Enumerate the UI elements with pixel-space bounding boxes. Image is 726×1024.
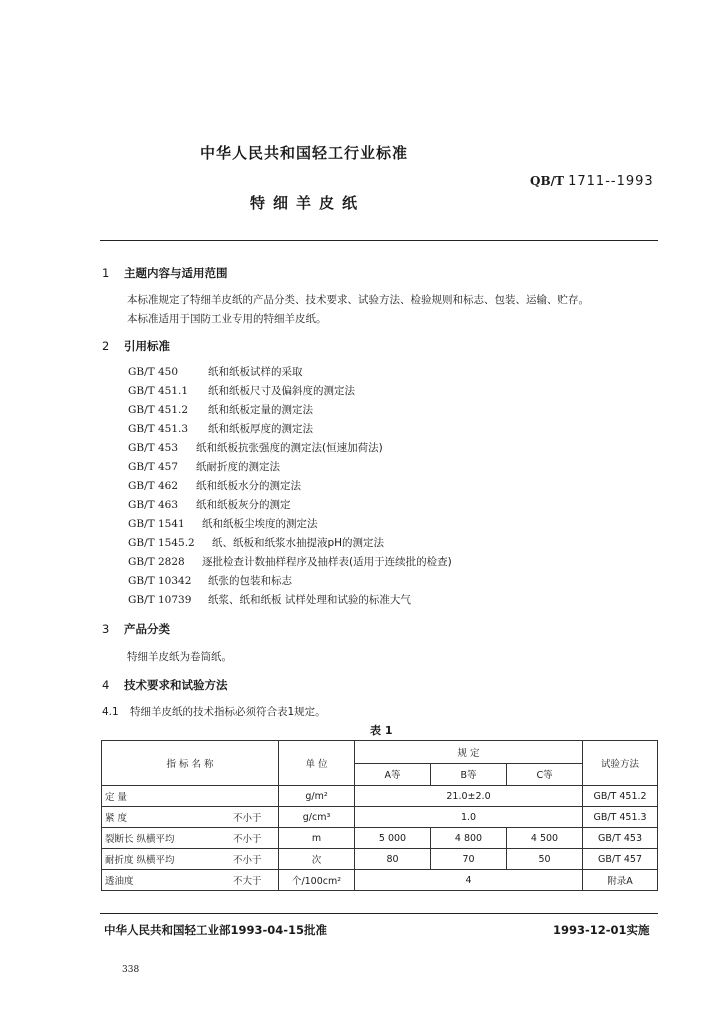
row-method: GB/T 451.2 — [583, 786, 658, 807]
row-qualifier: 不大于 — [217, 870, 279, 891]
reference-item: GB/T 457 纸耐折度的测定法 — [128, 461, 280, 473]
approval-line: 中华人民共和国轻工业部1993-04-15批准 — [104, 923, 328, 937]
section-number: 4 — [102, 678, 110, 692]
table-row — [102, 786, 658, 807]
header-name: 指 标 名 称 — [102, 741, 279, 786]
row-value-c: 50 — [507, 849, 583, 870]
row-name: 透油度 — [102, 870, 217, 891]
row-name: 耐折度 纵横平均 — [102, 849, 217, 870]
row-unit: 个/100cm² — [279, 870, 355, 891]
standard-prefix: QB/T — [530, 174, 564, 188]
row-name: 定 量 — [102, 786, 217, 807]
row-value-a: 5 000 — [355, 828, 431, 849]
reference-item: GB/T 10739 纸浆、纸和纸板 试样处理和试验的标准大气 — [128, 594, 411, 606]
row-value: 4 — [355, 870, 583, 891]
reference-item: GB/T 451.2 纸和纸板定量的测定法 — [128, 404, 313, 416]
reference-item: GB/T 450 纸和纸板试样的采取 — [128, 366, 303, 378]
table-row — [102, 849, 658, 870]
section-title: 技术要求和试验方法 — [124, 678, 228, 692]
clause-4-1 — [102, 704, 326, 719]
row-unit: m — [279, 828, 355, 849]
row-method: 附录A — [583, 870, 658, 891]
standard-number: 1711--1993 — [568, 174, 654, 189]
table-row — [102, 828, 658, 849]
header-rule — [100, 240, 658, 241]
reference-item: GB/T 463 纸和纸板灰分的测定 — [128, 499, 291, 511]
row-unit: 次 — [279, 849, 355, 870]
section-number: 1 — [102, 266, 110, 280]
reference-item: GB/T 10342 纸张的包装和标志 — [128, 575, 292, 587]
section-3-heading — [102, 621, 170, 637]
section-number: 3 — [102, 622, 110, 636]
clause-text: 特细羊皮纸的技术指标必须符合表1规定。 — [130, 706, 326, 718]
section-number: 2 — [102, 339, 110, 353]
section-title: 主题内容与适用范围 — [124, 266, 228, 280]
row-qualifier: 不小于 — [217, 807, 279, 828]
table-row — [102, 870, 658, 891]
header-spec: 规 定 — [355, 741, 583, 764]
reference-item: GB/T 2828 逐批检查计数抽样程序及抽样表(适用于连续批的检查) — [128, 556, 452, 568]
reference-item: GB/T 451.3 纸和纸板厚度的测定法 — [128, 423, 313, 435]
section-3-paragraph: 特细羊皮纸为卷筒纸。 — [127, 651, 232, 663]
row-method: GB/T 457 — [583, 849, 658, 870]
header-grade-c: C等 — [507, 763, 583, 786]
header-grade-b: B等 — [431, 763, 507, 786]
header-method: 试验方法 — [583, 741, 658, 786]
reference-item: GB/T 1545.2 纸、纸板和纸浆水抽提液pH的测定法 — [128, 537, 385, 549]
document-title: 特细羊皮纸 — [250, 194, 366, 212]
clause-number: 4.1 — [102, 706, 119, 718]
section-2-heading — [102, 338, 170, 354]
standard-code — [530, 174, 654, 189]
reference-item: GB/T 462 纸和纸板水分的测定法 — [128, 480, 301, 492]
row-value-a: 80 — [355, 849, 431, 870]
section-4-heading — [102, 677, 228, 693]
row-method: GB/T 453 — [583, 828, 658, 849]
row-qualifier: 不小于 — [217, 828, 279, 849]
reference-item: GB/T 451.1 纸和纸板尺寸及偏斜度的测定法 — [128, 385, 355, 397]
issuing-organization: 中华人民共和国轻工行业标准 — [200, 144, 409, 162]
row-value-b: 70 — [431, 849, 507, 870]
header-grade-a: A等 — [355, 763, 431, 786]
row-method: GB/T 451.3 — [583, 807, 658, 828]
row-unit: g/m² — [279, 786, 355, 807]
section-title: 引用标准 — [124, 339, 170, 353]
row-value: 21.0±2.0 — [355, 786, 583, 807]
row-name: 裂断长 纵横平均 — [102, 828, 217, 849]
reference-item: GB/T 453 纸和纸板抗张强度的测定法(恒速加荷法) — [128, 442, 383, 454]
section-title: 产品分类 — [124, 622, 170, 636]
section-1-heading — [102, 265, 228, 281]
section-1-paragraph-1: 本标准规定了特细羊皮纸的产品分类、技术要求、试验方法、检验规则和标志、包装、运输、贮存。 — [127, 294, 589, 306]
section-1-paragraph-2: 本标准适用于国防工业专用的特细羊皮纸。 — [127, 313, 327, 325]
footer-rule — [100, 913, 658, 914]
effective-date: 1993-12-01实施 — [553, 923, 650, 937]
row-qualifier — [217, 786, 279, 807]
row-unit: g/cm³ — [279, 807, 355, 828]
table-row — [102, 807, 658, 828]
reference-item: GB/T 1541 纸和纸板尘埃度的测定法 — [128, 518, 318, 530]
row-value: 1.0 — [355, 807, 583, 828]
row-value-b: 4 800 — [431, 828, 507, 849]
row-qualifier: 不小于 — [217, 849, 279, 870]
page-number: 338 — [122, 965, 140, 975]
table-caption: 表 1 — [370, 724, 393, 737]
header-unit: 单 位 — [279, 741, 355, 786]
spec-table — [101, 740, 658, 891]
table-header-row — [102, 741, 658, 764]
row-value-c: 4 500 — [507, 828, 583, 849]
row-name: 紧 度 — [102, 807, 217, 828]
